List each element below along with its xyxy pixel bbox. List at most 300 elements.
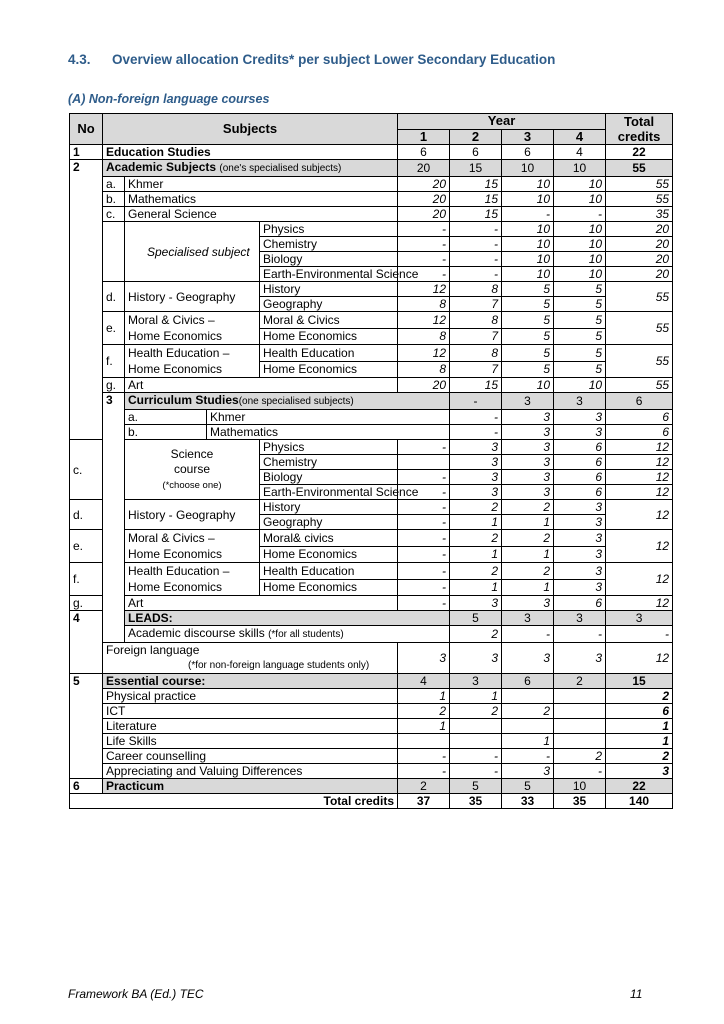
total-cell: 15: [606, 674, 673, 689]
table-row: [70, 704, 673, 719]
year-2-cell: 2: [450, 704, 502, 719]
total-cell: 12: [606, 530, 673, 563]
year-3-cell: 10: [502, 267, 554, 282]
year-1-cell: -: [398, 267, 450, 282]
year-1-cell: -: [398, 222, 450, 237]
year-3-cell: 3: [502, 643, 554, 674]
item-letter: g.: [103, 378, 125, 393]
subject-name: Earth-Environmental Science: [260, 485, 398, 500]
year-2-cell: 3: [502, 611, 554, 626]
specialised-label: [125, 222, 260, 282]
year-3-cell: 10: [502, 378, 554, 393]
year-1-cell: -: [398, 237, 450, 252]
item-label: Art: [125, 596, 398, 611]
year-4-cell: 10: [554, 378, 606, 393]
total-cell: 6: [606, 704, 673, 719]
year-2-cell: 3: [450, 470, 502, 485]
year-1-cell: 2: [398, 704, 450, 719]
year-4-cell: 6: [554, 485, 606, 500]
year-1-cell: 5: [450, 611, 502, 626]
year-1-cell: 2: [398, 779, 450, 794]
section-label: Education Studies: [103, 145, 398, 160]
subject-name: Biology: [260, 470, 398, 485]
section-number: 4.3.: [68, 52, 91, 67]
year-4-cell: [554, 689, 606, 704]
year-3-cell: -: [554, 626, 606, 643]
subject-name: Physics: [260, 440, 398, 455]
year-4-cell: 10: [554, 177, 606, 192]
header-subjects: Subjects: [103, 114, 398, 145]
science-line1: Science: [170, 446, 214, 461]
year-2-cell: 5: [450, 779, 502, 794]
total-cell: 12: [606, 500, 673, 530]
table-row: [70, 734, 673, 749]
item-label: Career counselling: [103, 749, 398, 764]
item-letter: f.: [103, 345, 125, 378]
year-4-cell: 5: [554, 345, 606, 362]
total-cell: 12: [606, 440, 673, 455]
total-cell: 1: [606, 734, 673, 749]
item-label: History - Geography: [125, 282, 260, 312]
year-4-cell: 3: [554, 643, 606, 674]
subject-name: Health Education: [260, 345, 398, 362]
subject-name: Moral & Civics: [260, 312, 398, 329]
item-label: General Science: [125, 207, 398, 222]
year-3-cell: 1: [502, 546, 554, 563]
specialised-label-text: Specialised subject: [147, 244, 250, 259]
total-cell: 35: [606, 207, 673, 222]
year-4-cell: 3: [554, 546, 606, 563]
item-label: [103, 643, 398, 674]
year-3-cell: 5: [502, 312, 554, 329]
item-label: Appreciating and Valuing Differences: [103, 764, 398, 779]
year-3-cell: 10: [502, 222, 554, 237]
total-cell: 55: [606, 177, 673, 192]
sub-heading: (A) Non-foreign language courses: [68, 92, 270, 106]
item-letter: d.: [70, 500, 103, 530]
page-number: 11: [630, 987, 643, 1001]
year-4-cell: 5: [554, 312, 606, 329]
year-2-cell: 8: [450, 345, 502, 362]
year-1-cell: -: [398, 515, 450, 530]
science-course-label: [125, 440, 260, 500]
item-label: Mathematics: [125, 192, 398, 207]
year-2-cell: [450, 734, 502, 749]
item-label: ICT: [103, 704, 398, 719]
year-1-cell: -: [450, 393, 502, 410]
year-2-cell: 3: [450, 596, 502, 611]
year-2-cell: -: [450, 749, 502, 764]
total-cell: 2: [606, 689, 673, 704]
total-cell: 22: [606, 779, 673, 794]
year-2-cell: 6: [450, 145, 502, 160]
total-cell: 12: [606, 643, 673, 674]
year-2-cell: -: [450, 237, 502, 252]
year-1-cell: -: [398, 530, 450, 547]
total-cell: 55: [606, 345, 673, 378]
year-3-cell: 5: [502, 345, 554, 362]
year-1-cell: 8: [398, 297, 450, 312]
item-label: Khmer: [125, 177, 398, 192]
year-4-cell: 6: [554, 470, 606, 485]
table-row: [70, 312, 673, 329]
year-1-cell: 12: [398, 282, 450, 297]
section-number: 6: [70, 779, 103, 794]
year-2-cell: 15: [450, 160, 502, 177]
total-cell: 55: [606, 160, 673, 177]
year-1-cell: -: [398, 749, 450, 764]
subject-name: Home Economics: [260, 361, 398, 378]
year-4-cell: 3: [606, 611, 673, 626]
year-1-cell: 6: [398, 145, 450, 160]
year-3-cell: 5: [502, 779, 554, 794]
year-3-cell: 33: [502, 794, 554, 809]
year-1-cell: 37: [398, 794, 450, 809]
total-cell: 55: [606, 378, 673, 393]
year-1-cell: -: [398, 579, 450, 596]
item-letter: e.: [103, 312, 125, 345]
header-y4: 4: [554, 129, 606, 145]
subject-name: Earth-Environmental Science: [260, 267, 398, 282]
item-label-line2: Home Economics: [128, 362, 223, 376]
table-row: [70, 626, 673, 643]
total-cell: 55: [606, 312, 673, 345]
year-2-cell: 3: [450, 643, 502, 674]
section-number: 3: [103, 393, 125, 643]
year-4-cell: -: [554, 764, 606, 779]
header-y1: 1: [398, 129, 450, 145]
table-row: [70, 114, 673, 130]
subject-name: Chemistry: [260, 455, 398, 470]
year-2-cell: 2: [450, 500, 502, 515]
year-2-cell: 3: [450, 485, 502, 500]
year-2-cell: -: [450, 764, 502, 779]
year-4-cell: -: [554, 207, 606, 222]
header-y2: 2: [450, 129, 502, 145]
table-row: [70, 410, 673, 425]
item-letter: c.: [103, 207, 125, 222]
table-row: [70, 345, 673, 362]
year-1-cell: 12: [398, 312, 450, 329]
section-label: Essential course:: [103, 674, 398, 689]
year-2-cell: 35: [450, 794, 502, 809]
year-4-cell: [554, 734, 606, 749]
year-1-cell: 1: [398, 719, 450, 734]
section-label: Practicum: [103, 779, 398, 794]
table-row: [70, 207, 673, 222]
year-4-cell: 3: [554, 500, 606, 515]
year-4-cell: 2: [554, 674, 606, 689]
table-row: [70, 530, 673, 547]
year-1-cell: [398, 734, 450, 749]
year-4-cell: 3: [554, 515, 606, 530]
year-2-cell: -: [450, 252, 502, 267]
total-cell: 20: [606, 267, 673, 282]
science-note: (*choose one): [162, 479, 222, 491]
year-4-cell: 6: [606, 425, 673, 440]
year-4-cell: 6: [554, 455, 606, 470]
item-label-text: Foreign language: [106, 643, 200, 657]
table-row: [70, 563, 673, 580]
section-label: [103, 160, 398, 177]
item-letter: c.: [70, 440, 103, 500]
year-2-cell: 15: [450, 378, 502, 393]
table-row: [70, 719, 673, 734]
year-4-cell: 6: [606, 410, 673, 425]
year-4-cell: 3: [554, 530, 606, 547]
total-cell: 12: [606, 563, 673, 596]
item-label: Art: [125, 378, 398, 393]
table-row: [70, 689, 673, 704]
item-label: Mathematics: [207, 425, 450, 440]
item-label-text: Academic discourse skills: [128, 626, 265, 640]
section-label: LEADS:: [125, 611, 450, 626]
year-2-cell: 1: [450, 689, 502, 704]
year-2-cell: 7: [450, 297, 502, 312]
year-3-cell: 1: [502, 734, 554, 749]
year-4-cell: 35: [554, 794, 606, 809]
item-label-line1: Health Education –: [128, 564, 230, 578]
year-4-cell: 5: [554, 297, 606, 312]
total-cell: 55: [606, 282, 673, 312]
year-3-cell: -: [502, 207, 554, 222]
table-row: [70, 222, 673, 237]
year-3-cell: 5: [502, 328, 554, 345]
year-4-cell: 3: [554, 563, 606, 580]
year-3-cell: -: [502, 749, 554, 764]
year-1-cell: 1: [398, 689, 450, 704]
section-title: Overview allocation Credits* per subject Lower Secondary Education: [112, 52, 556, 67]
total-cell: 20: [606, 222, 673, 237]
total-cell: 12: [606, 596, 673, 611]
item-label: [125, 530, 260, 563]
section-note: (one's specialised subjects): [219, 163, 342, 174]
year-3-cell: 10: [502, 177, 554, 192]
item-label: [125, 312, 260, 345]
year-2-cell: 15: [450, 207, 502, 222]
header-total: [606, 114, 673, 145]
year-2-cell: 7: [450, 361, 502, 378]
year-3-cell: 2: [502, 500, 554, 515]
table-row: [70, 145, 673, 160]
year-1-cell: -: [398, 764, 450, 779]
year-1-cell: 20: [398, 192, 450, 207]
year-4-cell: 2: [554, 749, 606, 764]
item-letter: b.: [125, 425, 207, 440]
year-2-cell: 3: [502, 393, 554, 410]
year-4-cell: 10: [554, 222, 606, 237]
table-row: [70, 764, 673, 779]
year-3-cell: 3: [502, 455, 554, 470]
table-row: [70, 643, 673, 674]
subject-name: Health Education: [260, 563, 398, 580]
year-1-cell: -: [398, 252, 450, 267]
spacer-cell: [103, 222, 125, 282]
item-letter: e.: [70, 530, 103, 563]
item-label-line1: Moral & Civics –: [128, 531, 215, 545]
total-cell: 12: [606, 485, 673, 500]
section-label: [125, 393, 450, 410]
item-label-line2: Home Economics: [128, 580, 223, 594]
section-number: 2: [70, 160, 103, 440]
year-4-cell: 10: [554, 192, 606, 207]
section-note: (one specialised subjects): [238, 396, 354, 407]
section-label-text: Academic Subjects: [106, 160, 217, 174]
year-2-cell: -: [450, 267, 502, 282]
year-1-cell: 12: [398, 345, 450, 362]
year-4-cell: 6: [554, 596, 606, 611]
header-no: No: [70, 114, 103, 145]
table-body: [70, 114, 673, 809]
year-3-cell: 3: [554, 393, 606, 410]
item-label-line2: Home Economics: [128, 329, 223, 343]
table-row: [70, 282, 673, 297]
year-1-cell: -: [398, 546, 450, 563]
year-1-cell: -: [450, 410, 502, 425]
item-label: History - Geography: [125, 500, 260, 530]
subject-name: History: [260, 282, 398, 297]
year-4-cell: 10: [554, 160, 606, 177]
item-label: [125, 563, 260, 596]
table-row: [70, 749, 673, 764]
year-3-cell: 3: [502, 485, 554, 500]
year-3-cell: 2: [502, 704, 554, 719]
item-note: (*for all students): [268, 629, 344, 640]
item-label: Physical practice: [103, 689, 398, 704]
header-total-label: Total credits: [617, 114, 661, 144]
year-4-cell: 5: [554, 361, 606, 378]
total-cell: 20: [606, 252, 673, 267]
year-4-cell: [554, 704, 606, 719]
item-note: (*for non-foreign language students only): [188, 660, 370, 671]
item-label-line1: Moral & Civics –: [128, 313, 215, 327]
year-3-cell: 3: [554, 410, 606, 425]
subject-name: Geography: [260, 515, 398, 530]
year-3-cell: 10: [502, 192, 554, 207]
footer-left: Framework BA (Ed.) TEC: [68, 987, 204, 1001]
table-row: [70, 160, 673, 177]
year-4-cell: 4: [554, 145, 606, 160]
year-1-cell: -: [398, 500, 450, 515]
table-row: [70, 440, 673, 455]
year-1-cell: 4: [398, 674, 450, 689]
item-label: Khmer: [207, 410, 450, 425]
year-3-cell: 6: [502, 674, 554, 689]
section-number: 5: [70, 674, 103, 779]
grand-total-value: 140: [606, 794, 673, 809]
year-4-cell: 10: [554, 267, 606, 282]
item-letter: d.: [103, 282, 125, 312]
subject-name: Home Economics: [260, 328, 398, 345]
year-1-cell: 20: [398, 207, 450, 222]
year-1-cell: -: [398, 470, 450, 485]
table-row: [70, 378, 673, 393]
table-row: [70, 674, 673, 689]
year-2-cell: 15: [450, 177, 502, 192]
credits-table: [69, 113, 673, 809]
year-2-cell: 3: [450, 440, 502, 455]
subject-name: Home Economics: [260, 579, 398, 596]
year-2-cell: 2: [450, 563, 502, 580]
subject-name: History: [260, 500, 398, 515]
table-row: [70, 779, 673, 794]
total-cell: 3: [606, 764, 673, 779]
year-1-cell: 8: [398, 328, 450, 345]
section-heading: [68, 52, 555, 67]
total-cell: 20: [606, 237, 673, 252]
science-line2: course: [173, 461, 211, 476]
subject-name: Home Economics: [260, 546, 398, 563]
subject-name: Chemistry: [260, 237, 398, 252]
table-row: [70, 393, 673, 410]
year-4-cell: 5: [554, 282, 606, 297]
year-2-cell: 8: [450, 282, 502, 297]
table-row: [70, 611, 673, 626]
year-4-cell: 6: [554, 440, 606, 455]
year-1-cell: -: [398, 440, 450, 455]
year-1-cell: -: [450, 425, 502, 440]
year-3-cell: 2: [502, 563, 554, 580]
year-3-cell: 10: [502, 237, 554, 252]
subject-name: Moral& civics: [260, 530, 398, 547]
year-1-cell: 20: [398, 160, 450, 177]
section-number: 1: [70, 145, 103, 160]
year-2-cell: -: [502, 626, 554, 643]
year-2-cell: 2: [450, 530, 502, 547]
section-number: 4: [70, 611, 103, 674]
year-1-cell: 3: [398, 643, 450, 674]
year-4-cell: 10: [554, 237, 606, 252]
year-3-cell: [502, 689, 554, 704]
header-y3: 3: [502, 129, 554, 145]
year-3-cell: 1: [502, 515, 554, 530]
year-1-cell: 8: [398, 361, 450, 378]
year-2-cell: 1: [450, 546, 502, 563]
year-3-cell: 5: [502, 361, 554, 378]
table-row: [70, 500, 673, 515]
year-1-cell: -: [398, 596, 450, 611]
year-3-cell: 3: [502, 470, 554, 485]
total-cell: 22: [606, 145, 673, 160]
table-row: [70, 425, 673, 440]
subject-name: Physics: [260, 222, 398, 237]
year-3-cell: 10: [502, 160, 554, 177]
year-3-cell: 2: [502, 530, 554, 547]
year-4-cell: 10: [554, 252, 606, 267]
year-3-cell: 3: [554, 425, 606, 440]
year-4-cell: 5: [554, 328, 606, 345]
year-3-cell: 5: [502, 282, 554, 297]
total-cell: 12: [606, 455, 673, 470]
year-3-cell: [502, 719, 554, 734]
item-label: [125, 345, 260, 378]
year-1-cell: 2: [450, 626, 502, 643]
item-letter: a.: [103, 177, 125, 192]
year-2-cell: 15: [450, 192, 502, 207]
year-2-cell: -: [450, 222, 502, 237]
year-3-cell: 3: [502, 596, 554, 611]
year-3-cell: 3: [502, 440, 554, 455]
grand-total-label: Total credits: [70, 794, 398, 809]
total-cell: 12: [606, 470, 673, 485]
item-label-line2: Home Economics: [128, 547, 223, 561]
table-row: [70, 177, 673, 192]
total-cell: 2: [606, 749, 673, 764]
item-letter: f.: [70, 563, 103, 596]
item-label-line1: Health Education –: [128, 346, 230, 360]
year-2-cell: 8: [450, 312, 502, 329]
year-1-cell: 20: [398, 177, 450, 192]
